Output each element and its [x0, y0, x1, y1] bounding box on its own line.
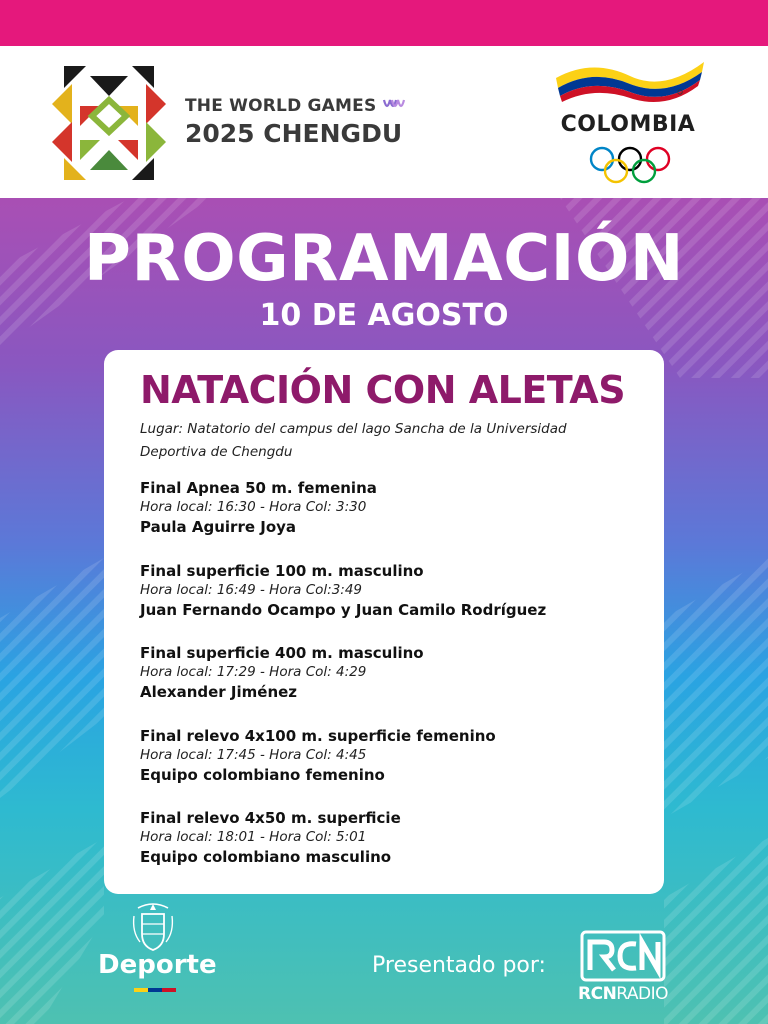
event-time: Hora local: 17:45 - Hora Col: 4:45	[140, 746, 367, 763]
event-title: Final superficie 400 m. masculino	[140, 644, 424, 662]
event-item	[140, 643, 640, 726]
event-athlete: Alexander Jiménez	[140, 683, 298, 701]
top-accent-bar	[0, 0, 768, 46]
event-name-line2: 2025 CHENGDU	[185, 119, 403, 148]
olympic-rings-icon	[588, 146, 672, 184]
event-time: Hora local: 16:30 - Hora Col: 3:30	[140, 499, 367, 515]
event-athlete: Paula Aguirre Joya	[140, 518, 297, 536]
event-item	[140, 561, 640, 644]
page-title: PROGRAMACIÓN	[84, 222, 684, 296]
event-item	[140, 808, 640, 891]
country-name: COLOMBIA	[560, 112, 696, 137]
schedule-card	[104, 350, 664, 894]
event-athlete: Equipo colombiano masculino	[140, 848, 392, 866]
schedule-date: 10 DE AGOSTO	[259, 298, 509, 333]
presented-by-label: Presentado por:	[372, 953, 546, 978]
world-games-mark-icon	[382, 98, 406, 114]
sponsor-name-radio: RADIO	[616, 984, 669, 1004]
event-athlete: Equipo colombiano femenino	[140, 765, 385, 784]
event-item	[140, 726, 640, 809]
sport-title: NATACIÓN CON ALETAS	[140, 368, 626, 412]
colombia-flag-icon	[552, 58, 708, 106]
event-title: Final Apnea 50 m. femenina	[140, 479, 377, 497]
flag-bar	[134, 988, 176, 992]
colombia-crest-icon	[130, 902, 176, 952]
event-list	[140, 478, 640, 891]
event-item	[140, 478, 640, 561]
event-time: Hora local: 17:29 - Hora Col: 4:29	[140, 664, 367, 680]
world-games-logo-icon	[52, 66, 166, 180]
sponsor-name	[578, 984, 668, 1004]
event-name-line1: THE WORLD GAMES	[185, 96, 377, 116]
event-time: Hora local: 16:49 - Hora Col:3:49	[140, 581, 363, 598]
event-title: Final relevo 4x100 m. superficie femenino	[140, 726, 496, 745]
event-title: Final relevo 4x50 m. superficie	[140, 809, 401, 827]
rcn-logo-icon	[580, 930, 666, 982]
sponsor-name-rcn: RCN	[578, 984, 617, 1004]
event-athlete: Juan Fernando Ocampo y Juan Camilo Rodríguez	[140, 600, 547, 619]
event-title: Final superficie 100 m. masculino	[140, 561, 424, 580]
event-time: Hora local: 18:01 - Hora Col: 5:01	[140, 829, 367, 845]
ministry-name: Deporte	[98, 950, 217, 980]
event-name	[185, 96, 406, 148]
venue-text: Lugar: Natatorio del campus del lago Sancha de la Universidad Deportiva de Chengdu	[140, 421, 567, 460]
